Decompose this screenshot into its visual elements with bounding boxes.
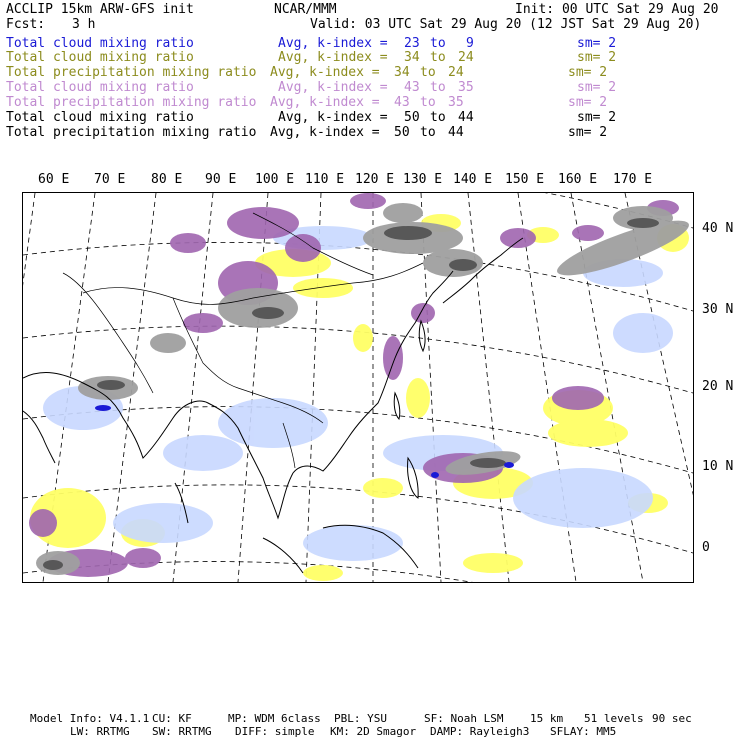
lon-label-170e: 170 E bbox=[613, 172, 653, 187]
footer-pbl: PBL: YSU bbox=[334, 712, 387, 725]
field-row-1-to: to bbox=[430, 36, 446, 51]
field-row-6-to: to bbox=[430, 110, 446, 125]
lon-label-80e: 80 E bbox=[151, 172, 183, 187]
footer-lw: LW: RRTMG bbox=[70, 725, 130, 738]
field-row-7-k1: 50 bbox=[394, 125, 410, 140]
lat-label-40n: 40 N bbox=[702, 221, 734, 236]
field-row-6-k1: 50 bbox=[404, 110, 420, 125]
field-row-3-sm: sm= 2 bbox=[568, 65, 608, 80]
field-row-7-k2: 44 bbox=[448, 125, 464, 140]
field-row-4-k1: 43 bbox=[404, 80, 420, 95]
lon-line-100e bbox=[238, 193, 268, 582]
footer-damp: DAMP: Rayleigh3 bbox=[430, 725, 530, 738]
field-row-3-name: Total precipitation mixing ratio bbox=[6, 65, 257, 80]
field-row-1-k1: 23 bbox=[404, 36, 420, 51]
field-row-6-name: Total cloud mixing ratio bbox=[6, 110, 194, 125]
field-row-4-name: Total cloud mixing ratio bbox=[6, 80, 194, 95]
lat-label-0: 0 bbox=[702, 540, 710, 555]
footer-sflay: SFLAY: MM5 bbox=[550, 725, 617, 738]
field-row-7-to: to bbox=[420, 125, 436, 140]
field-row-3-k1: 34 bbox=[394, 65, 410, 80]
footer-model-info: Model Info: V4.1.1 bbox=[30, 712, 150, 725]
institution-label: NCAR/MMM bbox=[274, 2, 337, 17]
lon-label-110e: 110 E bbox=[305, 172, 345, 187]
field-row-3-avg: Avg, k-index = bbox=[270, 65, 380, 80]
field-row-1-avg: Avg, k-index = bbox=[278, 36, 388, 51]
field-row-1-name: Total cloud mixing ratio bbox=[6, 36, 194, 51]
field-row-4-to: to bbox=[430, 80, 446, 95]
field-row-2-sm: sm= 2 bbox=[577, 50, 617, 65]
field-row-4-sm: sm= 2 bbox=[577, 80, 617, 95]
footer-resolution: 15 km bbox=[530, 712, 564, 725]
lon-line-140e bbox=[468, 193, 509, 582]
footer-cu: CU: KF bbox=[152, 712, 192, 725]
field-row-5-sm: sm= 2 bbox=[568, 95, 608, 110]
lon-label-70e: 70 E bbox=[94, 172, 126, 187]
field-row-3-to: to bbox=[420, 65, 436, 80]
field-row-2-to: to bbox=[430, 50, 446, 65]
field-row-4-k2: 35 bbox=[458, 80, 474, 95]
field-row-5-to: to bbox=[420, 95, 436, 110]
field-row-6-sm: sm= 2 bbox=[577, 110, 617, 125]
field-row-5-k2: 35 bbox=[448, 95, 464, 110]
field-row-6-avg: Avg, k-index = bbox=[278, 110, 388, 125]
lon-label-130e: 130 E bbox=[403, 172, 443, 187]
plot-title: ACCLIP 15km ARW-GFS init bbox=[6, 2, 194, 17]
fcst-label: Fcst: bbox=[6, 17, 46, 32]
map-canvas bbox=[23, 193, 693, 582]
sumatra-coast bbox=[263, 538, 303, 573]
footer-mp: MP: WDM 6class bbox=[228, 712, 321, 725]
forecast-map bbox=[22, 192, 694, 583]
lon-label-60e: 60 E bbox=[38, 172, 70, 187]
field-row-3-k2: 24 bbox=[448, 65, 464, 80]
field-shading bbox=[29, 193, 693, 581]
fcst-value: 3 h bbox=[72, 17, 96, 32]
footer-diff: DIFF: simple bbox=[235, 725, 315, 738]
field-row-7-name: Total precipitation mixing ratio bbox=[6, 125, 257, 140]
lat-label-20n: 20 N bbox=[702, 379, 734, 394]
field-row-1-k2: 9 bbox=[466, 36, 474, 51]
lon-label-100e: 100 E bbox=[255, 172, 295, 187]
footer-levels: 51 levels bbox=[584, 712, 644, 725]
footer-sf: SF: Noah LSM bbox=[424, 712, 504, 725]
field-row-2-k1: 34 bbox=[404, 50, 420, 65]
field-row-4-avg: Avg, k-index = bbox=[278, 80, 388, 95]
lat-label-10n: 10 N bbox=[702, 459, 734, 474]
korea-coast bbox=[419, 321, 425, 351]
footer-sw: SW: RRTMG bbox=[152, 725, 212, 738]
field-row-6-k2: 44 bbox=[458, 110, 474, 125]
init-time: Init: 00 UTC Sat 29 Aug 20 bbox=[515, 2, 719, 17]
valid-time: Valid: 03 UTC Sat 29 Aug 20 (12 JST Sat 29 Aug 20) bbox=[310, 17, 702, 32]
footer-km: KM: 2D Smagor bbox=[330, 725, 417, 738]
field-row-5-k1: 43 bbox=[394, 95, 410, 110]
field-row-7-avg: Avg, k-index = bbox=[270, 125, 380, 140]
field-row-5-avg: Avg, k-index = bbox=[270, 95, 380, 110]
lon-label-150e: 150 E bbox=[505, 172, 545, 187]
lon-label-140e: 140 E bbox=[453, 172, 493, 187]
footer-timestep: 90 sec bbox=[652, 712, 692, 725]
lon-label-160e: 160 E bbox=[558, 172, 598, 187]
field-row-1-sm: sm= 2 bbox=[577, 36, 617, 51]
field-row-2-name: Total cloud mixing ratio bbox=[6, 50, 194, 65]
lon-label-90e: 90 E bbox=[205, 172, 237, 187]
lat-label-30n: 30 N bbox=[702, 302, 734, 317]
field-row-5-name: Total precipitation mixing ratio bbox=[6, 95, 257, 110]
field-row-2-k2: 24 bbox=[458, 50, 474, 65]
lon-label-120e: 120 E bbox=[355, 172, 395, 187]
field-row-2-avg: Avg, k-index = bbox=[278, 50, 388, 65]
field-row-7-sm: sm= 2 bbox=[568, 125, 608, 140]
